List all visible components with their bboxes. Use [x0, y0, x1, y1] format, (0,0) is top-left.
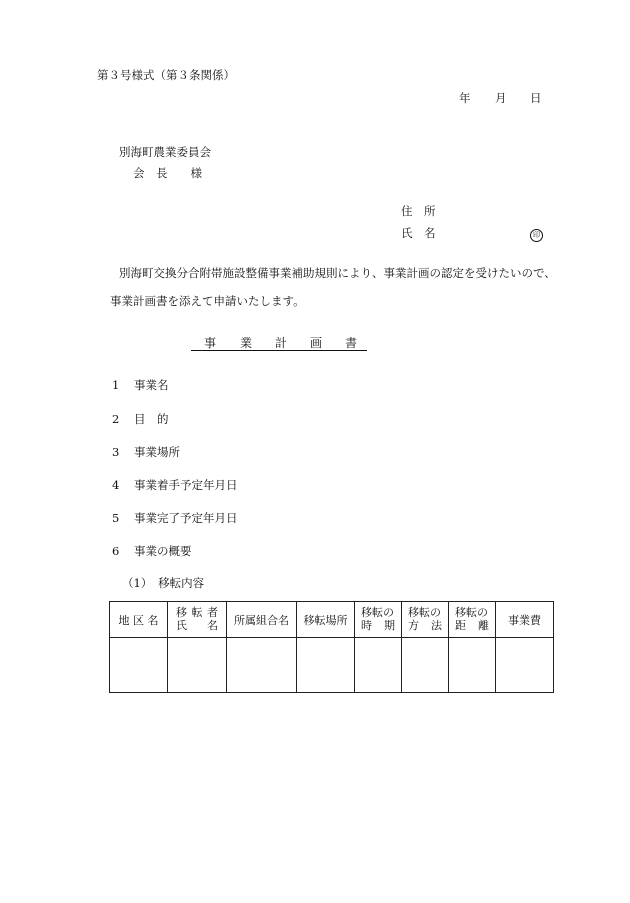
header-relocation-site: 移転場所: [297, 602, 355, 638]
item-1: [112, 380, 169, 392]
item-label: 事業場所: [134, 445, 180, 459]
item-label: 事業名: [134, 378, 169, 392]
header-relocation-method: 移転の 方 法: [402, 602, 449, 638]
form-number-label: 第３号様式（第３条関係）: [97, 68, 235, 82]
item-label: 目 的: [134, 412, 169, 426]
seal-icon: [530, 228, 543, 242]
item-number: 3: [112, 445, 120, 459]
date-day: 日: [530, 91, 542, 105]
applicant-address-label: 住 所: [401, 204, 436, 218]
addressee-org: 別海町農業委員会: [119, 145, 211, 159]
table-cell[interactable]: [168, 638, 227, 693]
table-cell[interactable]: [496, 638, 554, 693]
item-label: 事業着手予定年月日: [134, 478, 238, 492]
header-union: 所属組合名: [227, 602, 297, 638]
title-char-1: 事: [204, 336, 217, 350]
table-cell[interactable]: [297, 638, 355, 693]
item-label: 事業完了予定年月日: [134, 511, 238, 525]
item-number: 6: [112, 544, 120, 558]
seal-mark: 印: [530, 229, 543, 242]
header-relocation-distance: 移転の 距 離: [449, 602, 496, 638]
title-char-4: 画: [310, 336, 323, 350]
table-cell[interactable]: [355, 638, 402, 693]
header-relocator-name: 移 転 者 氏 名: [168, 602, 227, 638]
relocation-table: [109, 601, 554, 693]
date-year: 年: [459, 91, 471, 105]
date-month: 月: [495, 91, 507, 105]
table-cell[interactable]: [402, 638, 449, 693]
applicant-name-label: 氏 名: [401, 226, 436, 240]
header-project-cost: 事業費: [496, 602, 554, 638]
item-number: 1: [112, 378, 120, 392]
table-row: [110, 638, 554, 693]
title-char-2: 業: [240, 336, 253, 350]
table-header-row: [110, 602, 554, 638]
item-4: [112, 480, 238, 492]
table-cell[interactable]: [227, 638, 297, 693]
item-3: [112, 447, 180, 459]
title-char-5: 書: [345, 336, 358, 350]
item-number: 4: [112, 478, 120, 492]
table-cell[interactable]: [110, 638, 168, 693]
item-2: [112, 414, 169, 426]
item-6: [112, 546, 192, 558]
item-number: 5: [112, 511, 120, 525]
document-title: [191, 334, 367, 351]
body-text-line1: 別海町交換分合附帯施設整備事業補助規則により、事業計画の認定を受けたいので、: [119, 266, 556, 280]
header-relocation-timing: 移転の 時 期: [355, 602, 402, 638]
table-cell[interactable]: [449, 638, 496, 693]
body-text-line2: 事業計画書を添えて申請いたします。: [110, 294, 305, 308]
item-number: 2: [112, 412, 120, 426]
header-district: 地 区 名: [110, 602, 168, 638]
addressee-title: 会 長 様: [133, 166, 202, 180]
item-5: [112, 513, 238, 525]
subsection-heading: （1） 移転内容: [122, 576, 205, 590]
item-label: 事業の概要: [134, 544, 192, 558]
title-char-3: 計: [275, 336, 288, 350]
